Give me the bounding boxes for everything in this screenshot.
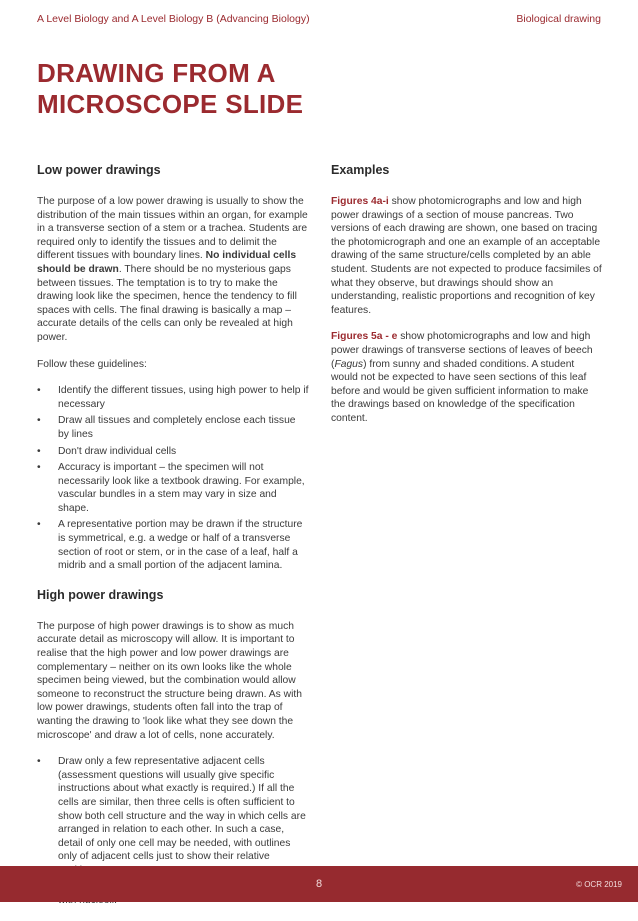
header-section-title: Biological drawing <box>516 13 601 25</box>
examples-text-1: show photomicrographs and low and high power drawings of a section of mouse pancreas. Two versions of each drawing are shown, one based on tracing the photomicrograph and one an example of an acceptable drawing of the same structure/cells completed by an able student. Students are not expected to produce facsimiles of what they observe, but drawings should show an understanding, realistic proportions and recognition of key features. <box>331 196 602 316</box>
low-power-text-start: The purpose of a low power drawing is usually to show the distribution of the main tissues within an organ, for example in a transverse section of a stem or a trachea. Students are required only to identify the tissues and to delimit the different tissues with boundary lines. <box>37 196 308 262</box>
page-title-line-1: DRAWING FROM A <box>37 58 276 88</box>
list-item: • Accuracy is important – the specimen will not necessarily look like a textbook drawing. For example, vascular bundles in a stem may vary in size and shape. <box>37 461 309 515</box>
header-course-title: A Level Biology and A Level Biology B (Advancing Biology) <box>37 13 310 25</box>
examples-paragraph-1 <box>331 195 603 317</box>
page-title <box>37 58 367 120</box>
high-power-paragraph: The purpose of high power drawings is to show as much accurate detail as microscopy will allow. It is important to realise that the high power and low power drawings are complementary – neither on its own looks like the whole specimen being viewed, but the combination would allow someone to reconstruct the structure being drawn. As with low power drawings, students often fall into the trap of wanting the drawing to 'look like what they see down the microscope' and draw a lot of cells, none accurately. <box>37 620 302 741</box>
copyright-notice: © OCR 2019 <box>576 880 622 889</box>
figure-reference-4: Figures 4a-i <box>331 196 389 207</box>
species-name: Fagus <box>334 358 364 370</box>
list-item: • Draw only a few representative adjacent cells (assessment questions will usually give specific instructions about what exactly is required.) If all the cells are similar, then three cells is often sufficient to show both cell structure and the way in which cells are arranged in relation to each other. In such a case, detail of only one cell may be needed, with outlines only of adjacent cells just to show their relative <box>37 755 309 877</box>
low-power-emphasis: No individual cells should be drawn <box>37 250 297 275</box>
left-column <box>37 163 309 921</box>
high-power-heading: High power drawings <box>37 587 164 602</box>
low-power-guideline-list <box>37 384 309 573</box>
low-power-heading: Low power drawings <box>37 163 161 177</box>
page-title-line-2: MICROSCOPE SLIDE <box>37 89 304 119</box>
low-power-text-end: . There should be no mysterious gaps between tissues. The temptation is to try to make the drawing look like the specimen, hence the tendency to fill spaces with cells. The final drawing is basically a map – accurate details of the cells can only be revealed at high power. <box>37 263 297 343</box>
examples-paragraph-2 <box>331 330 603 425</box>
list-item: • Don't draw individual cells <box>37 445 309 459</box>
page-number: 8 <box>315 878 323 890</box>
low-power-paragraph <box>37 195 309 345</box>
list-item: • A representative portion may be drawn if the structure is symmetrical, e.g. a wedge or half of a transverse section of root or stem, or in the case of a leaf, half a midrib and a small portion of the adjacent lamina. <box>37 518 309 572</box>
examples-text-2a: show photomicrographs and low and high power drawings of transverse sections of leaves of beech ( <box>331 331 593 370</box>
list-item: • Draw all tissues and completely enclose each tissue by lines <box>37 414 309 441</box>
guidelines-intro: Follow these guidelines: <box>37 358 147 370</box>
examples-heading: Examples <box>331 163 390 177</box>
right-column <box>331 163 603 439</box>
examples-text-2b: ) from sunny and shaded conditions. A student would not be expected to have seen sections of this leaf before and would be given sufficient information to make the drawings based on knowledge of the specification content. <box>331 358 589 424</box>
figure-reference-5: Figures 5a - e <box>331 331 398 343</box>
footer-bar <box>0 866 638 902</box>
list-item: • Identify the different tissues, using high power to help if necessary <box>37 384 309 411</box>
